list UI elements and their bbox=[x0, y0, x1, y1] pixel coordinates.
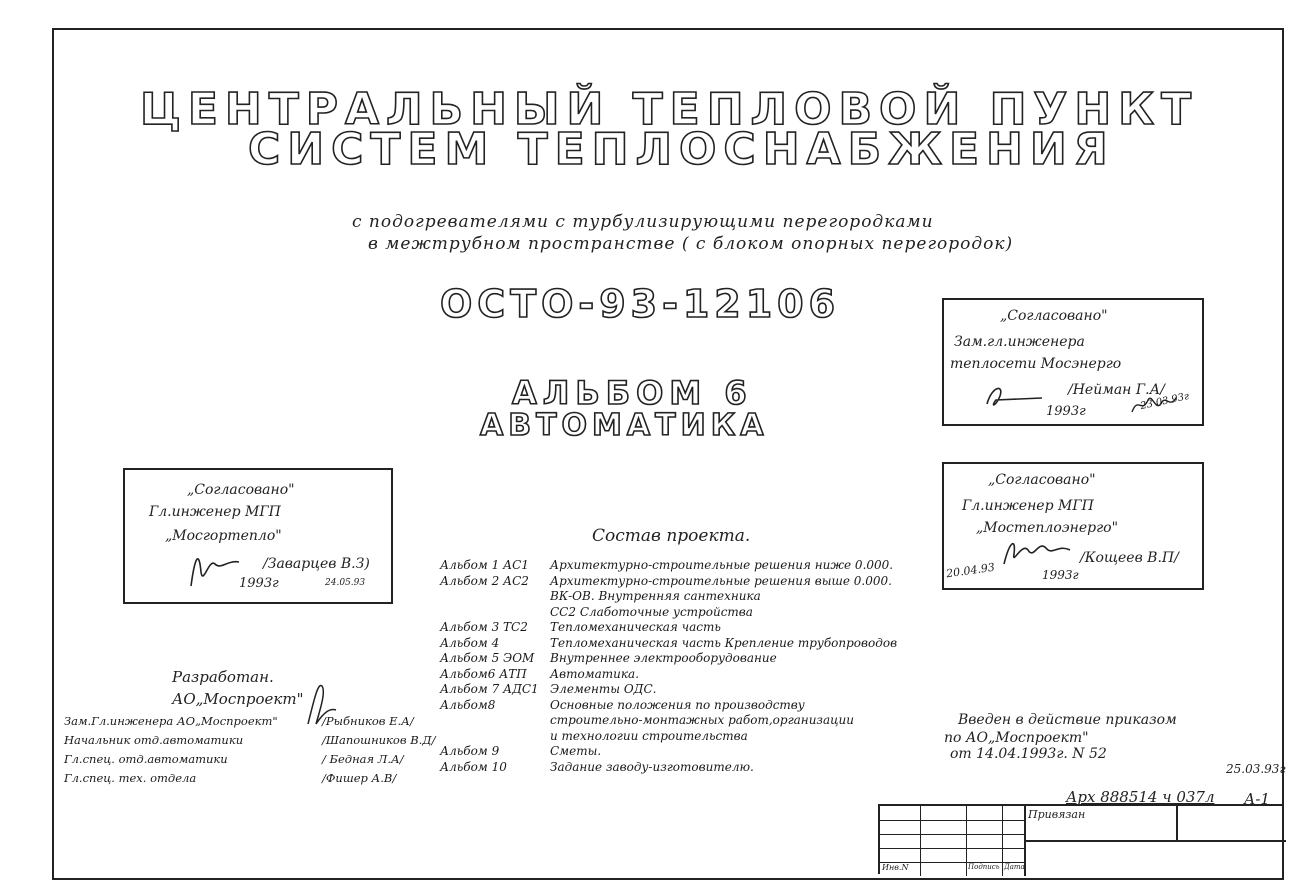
composition-description: Автоматика. bbox=[550, 666, 640, 681]
developer-name: /Рыбников Е.А/ bbox=[322, 714, 414, 728]
composition-album: Альбом8 bbox=[440, 697, 496, 712]
subtitle-line1: с подогревателями с турбулизирующими перегородками bbox=[352, 212, 934, 232]
composition-description: Архитектурно-строительные решения ниже 0.000. bbox=[550, 558, 894, 572]
developed-list bbox=[64, 714, 444, 790]
signature-neyman bbox=[982, 382, 1052, 414]
approval-date: 24.05.93 bbox=[325, 578, 366, 588]
composition-album: Альбом 2 АС2 bbox=[440, 573, 529, 588]
approval-organization: теплосети Мосэнерго bbox=[950, 356, 1122, 372]
composition-list bbox=[440, 558, 920, 775]
main-title-line2: СИСТЕМ ТЕПЛОСНАБЖЕНИЯ bbox=[248, 124, 1115, 175]
composition-album: Альбом6 АТП bbox=[440, 666, 527, 681]
composition-album: Альбом 7 АДС1 bbox=[440, 682, 539, 696]
composition-row bbox=[440, 713, 920, 729]
document-code: ОСТО-93-12106 bbox=[440, 282, 841, 326]
approval-box-mosteploenergo bbox=[942, 462, 1204, 590]
composition-row bbox=[440, 682, 920, 698]
album-name: АВТОМАТИКА bbox=[480, 408, 769, 443]
composition-row bbox=[440, 729, 920, 745]
subtitle-line2: в межтрубном пространстве ( с блоком опорных перегородок) bbox=[368, 234, 1014, 254]
composition-row bbox=[440, 698, 920, 714]
composition-album: Альбом 3 ТС2 bbox=[440, 620, 528, 634]
approval-box-mosgorteplo bbox=[123, 468, 393, 604]
stamp-date: 25.03.93г bbox=[1226, 762, 1286, 776]
composition-row bbox=[440, 667, 920, 683]
approval-heading: „Согласовано" bbox=[988, 472, 1096, 488]
approval-position: Гл.инженер МГП bbox=[962, 498, 1094, 514]
developer-role: Зам.Гл.инженера АО„Моспроект" bbox=[64, 714, 278, 728]
approval-year: 1993г bbox=[239, 576, 279, 591]
developer-row bbox=[64, 733, 444, 752]
title-block-data: Дата bbox=[1004, 863, 1025, 871]
developer-role: Начальник отд.автоматики bbox=[64, 733, 244, 747]
composition-row bbox=[440, 760, 920, 776]
album-number: АЛЬБОМ 6 bbox=[512, 374, 753, 412]
sheet-number: А-1 bbox=[1244, 790, 1270, 808]
developer-row bbox=[64, 752, 444, 771]
signature-date-initials bbox=[1130, 390, 1180, 420]
developer-name: /Фишер А.В/ bbox=[322, 771, 397, 785]
composition-album: Альбом 5 ЭОМ bbox=[440, 651, 535, 665]
composition-heading: Состав проекта. bbox=[592, 526, 751, 546]
approval-position: Гл.инженер МГП bbox=[149, 504, 281, 520]
composition-album: Альбом 9 bbox=[440, 744, 500, 758]
developer-row bbox=[64, 714, 444, 733]
composition-row bbox=[440, 558, 920, 574]
composition-description: Внутреннее электрооборудование bbox=[550, 651, 777, 665]
developed-heading: Разработан. bbox=[172, 668, 274, 686]
composition-album: Альбом 1 АС1 bbox=[440, 558, 529, 572]
composition-row bbox=[440, 636, 920, 652]
developer-role: Гл.спец. отд.автоматики bbox=[64, 752, 228, 766]
approval-organization: „Мостеплоэнерго" bbox=[976, 520, 1119, 536]
developer-role: Гл.спец. тех. отдела bbox=[64, 771, 197, 785]
enactment-line1: Введен в действие приказом bbox=[958, 712, 1177, 728]
developer-name: /Шапошников В.Д/ bbox=[322, 733, 436, 747]
signature-zavartsev bbox=[185, 546, 245, 592]
approval-heading: „Согласовано" bbox=[187, 482, 295, 498]
developer-name: / Бедная Л.А/ bbox=[322, 752, 404, 766]
composition-row bbox=[440, 744, 920, 760]
composition-description: Элементы ОДС. bbox=[550, 682, 657, 696]
composition-description: Тепломеханическая часть bbox=[550, 620, 721, 634]
approval-organization: „Мосгортепло" bbox=[165, 528, 282, 544]
enactment-line3: от 14.04.1993г. N 52 bbox=[950, 746, 1107, 762]
composition-description: и технологии строительства bbox=[550, 728, 748, 743]
approval-name: /Нейман Г.А/ bbox=[1068, 382, 1165, 398]
composition-row bbox=[440, 589, 920, 605]
approval-year: 1993г bbox=[1046, 404, 1086, 419]
composition-row bbox=[440, 651, 920, 667]
composition-description: СС2 Слаботочные устройства bbox=[550, 604, 753, 619]
composition-description: строительно-монтажных работ,организации bbox=[550, 713, 854, 727]
developed-org: АО„Моспроект" bbox=[172, 690, 304, 708]
approval-position: Зам.гл.инженера bbox=[954, 334, 1085, 350]
approval-box-teploset bbox=[942, 298, 1204, 426]
composition-row bbox=[440, 605, 920, 621]
approval-heading: „Согласовано" bbox=[1000, 308, 1108, 324]
composition-description: Основные положения по производству bbox=[550, 697, 805, 712]
approval-stamp-date: 20.04.93 bbox=[945, 560, 996, 581]
archive-number: Арх 888514 ч 037л bbox=[1066, 788, 1215, 806]
composition-album: Альбом 4 bbox=[440, 635, 500, 650]
composition-description: Тепломеханическая часть Крепление трубопроводов bbox=[550, 635, 898, 650]
approval-year: 1993г bbox=[1042, 568, 1079, 582]
main-title-line1: ЦЕНТРАЛЬНЫЙ ТЕПЛОВОЙ ПУНКТ bbox=[140, 84, 1199, 135]
enactment-line2: по АО„Моспроект" bbox=[944, 730, 1089, 746]
title-block-inv: Инв.N bbox=[882, 863, 909, 872]
composition-row bbox=[440, 620, 920, 636]
composition-description: Задание заводу-изготовителю. bbox=[550, 759, 754, 774]
title-block bbox=[878, 804, 1284, 874]
approval-date: 23 03 93г bbox=[1139, 390, 1191, 413]
title-block-privyazan: Привязан bbox=[1028, 808, 1086, 821]
approval-name: /Кощеев В.П/ bbox=[1080, 550, 1179, 566]
composition-description: ВК-ОВ. Внутренняя сантехника bbox=[550, 589, 761, 603]
title-block-podpis: Подпись bbox=[968, 863, 1000, 871]
composition-album: Альбом 10 bbox=[440, 759, 507, 774]
developer-row bbox=[64, 771, 444, 790]
composition-description: Сметы. bbox=[550, 744, 602, 758]
composition-description: Архитектурно-строительные решения выше 0.000. bbox=[550, 573, 892, 588]
approval-name: /Заварцев В.З) bbox=[263, 556, 370, 572]
composition-row bbox=[440, 574, 920, 590]
